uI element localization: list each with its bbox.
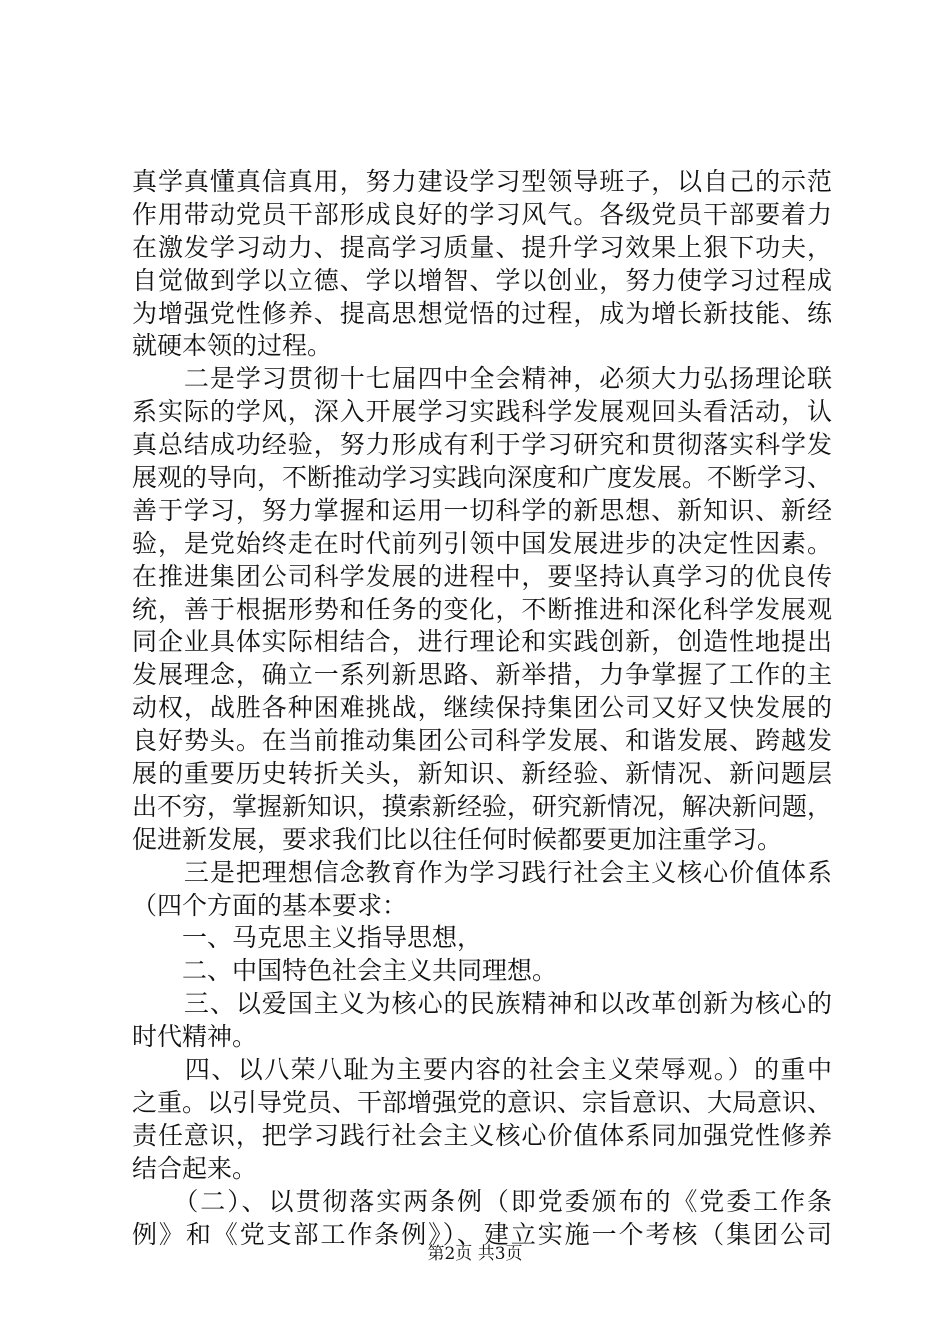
page-footer: 第2页 共3页: [427, 1244, 523, 1264]
text-line: 一、马克思主义指导思想，: [132, 923, 483, 953]
document-body: [132, 166, 832, 1251]
text-line: 同企业具体实际相结合，进行理论和实践创新，创造性地提出: [132, 627, 832, 657]
text-line: 例》和《党支部工作条例》）、建立实施一个考核（集团公司: [132, 1219, 832, 1249]
text-line: 自觉做到学以立德、学以增智、学以创业，努力使学习过程成: [132, 265, 832, 295]
text-line: 善于学习，努力掌握和运用一切科学的新思想、新知识、新经: [132, 495, 832, 525]
text-line: 验，是党始终走在时代前列引领中国发展进步的决定性因素。: [132, 528, 832, 558]
text-line: 统，善于根据形势和任务的变化，不断推进和深化科学发展观: [132, 594, 832, 624]
text-line: 结合起来。: [132, 1153, 258, 1183]
text-line: 在推进集团公司科学发展的进程中，要坚持认真学习的优良传: [132, 561, 832, 591]
text-line: 发展理念，确立一系列新思路、新举措，力争掌握了工作的主: [132, 660, 832, 690]
text-line: 系实际的学风，深入开展学习实践科学发展观回头看活动，认: [132, 397, 832, 427]
text-line: 在激发学习动力、提高学习质量、提升学习效果上狠下功夫，: [132, 232, 832, 262]
text-line: 促进新发展，要求我们比以往任何时候都要更加注重学习。: [132, 824, 783, 854]
text-line: 出不穷，掌握新知识，摸索新经验，研究新情况，解决新问题，: [132, 791, 833, 821]
text-line: 二、中国特色社会主义共同理想。: [132, 956, 558, 986]
text-line: 展观的导向，不断推动学习实践向深度和广度发展。不断学习、: [132, 463, 833, 493]
text-line: 作用带动党员干部形成良好的学习风气。各级党员干部要着力: [132, 199, 832, 229]
text-line: 为增强党性修养、提高思想觉悟的过程，成为增长新技能、练: [132, 298, 832, 328]
text-line: （二）、以贯彻落实两条例（即党委颁布的《党委工作条: [132, 1186, 832, 1216]
text-line: 之重。以引导党员、干部增强党的意识、宗旨意识、大局意识、: [132, 1087, 833, 1117]
text-line: （四个方面的基本要求：: [132, 890, 408, 920]
text-line: 三是把理想信念教育作为学习践行社会主义核心价值体系: [132, 857, 832, 887]
text-line: 动权，战胜各种困难挑战，继续保持集团公司又好又快发展的: [132, 693, 832, 723]
text-line: 真总结成功经验，努力形成有利于学习研究和贯彻落实科学发: [132, 430, 832, 460]
text-line: 三、以爱国主义为核心的民族精神和以改革创新为核心的: [132, 989, 832, 1019]
text-line: 二是学习贯彻十七届四中全会精神，必须大力弘扬理论联: [132, 364, 832, 394]
text-line: 就硬本领的过程。: [132, 331, 333, 361]
text-line: 责任意识，把学习践行社会主义核心价值体系同加强党性修养: [132, 1120, 832, 1150]
text-line: 四、以八荣八耻为主要内容的社会主义荣辱观。）的重中: [132, 1055, 832, 1085]
text-line: 时代精神。: [132, 1022, 258, 1052]
text-line: 展的重要历史转折关头，新知识、新经验、新情况、新问题层: [132, 759, 832, 789]
text-line: 良好势头。在当前推动集团公司科学发展、和谐发展、跨越发: [132, 726, 832, 756]
text-line: 真学真懂真信真用，努力建设学习型领导班子，以自己的示范: [132, 167, 832, 196]
